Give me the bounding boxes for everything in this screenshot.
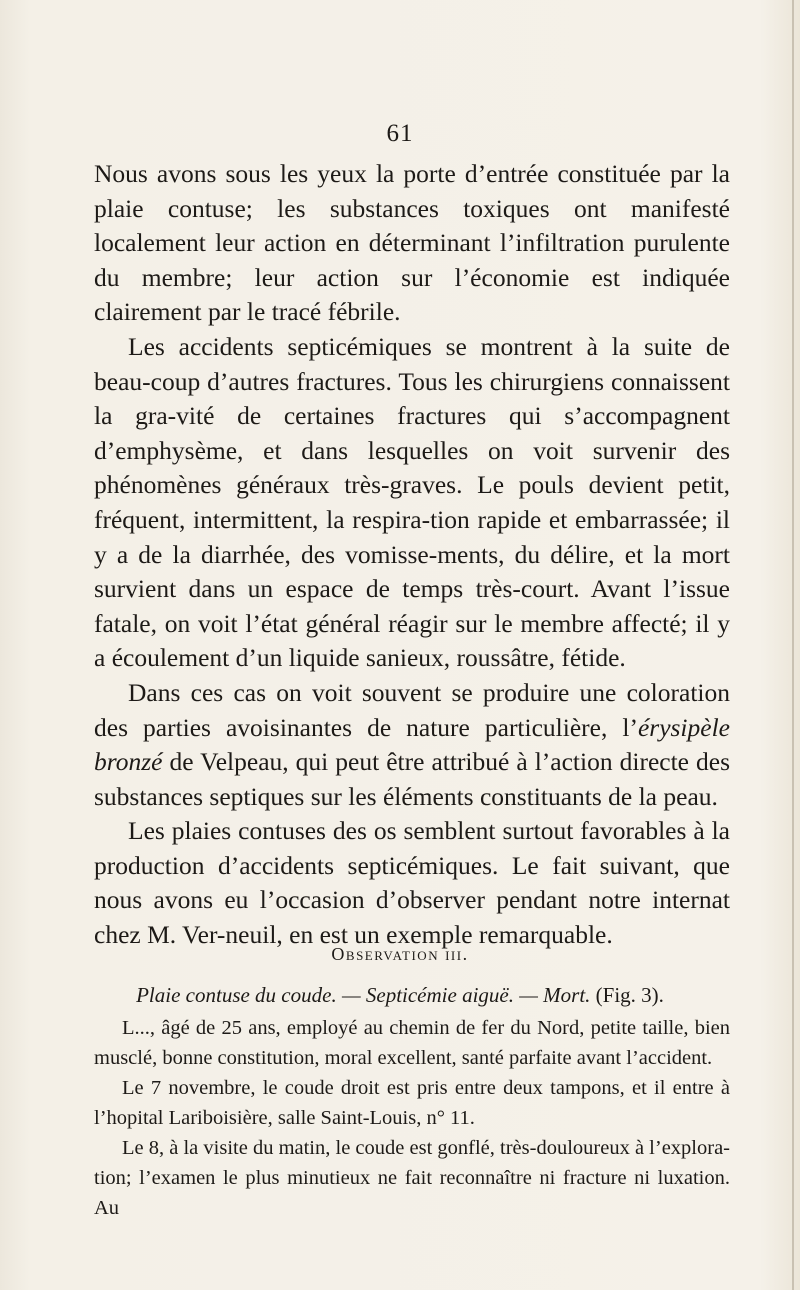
paragraph-2: Les accidents septicémiques se montrent à la suite de beau-coup d’autres fractures. Tous les chirurgiens connaissent la gra-vité de certaines fractures qui s’accompagnent d’emphysème, et dans lesquelles on voit survenir des phénomènes généraux très-graves. Le pouls devient petit, fréquent, intermittent, la respira-tion rapide et embarrassée; il y a de la diarrhée, des vomisse-ments, du délire, et la mort survient dans un espace de temps très-court. Avant l’issue fatale, on voit l’état général réagir sur le membre affecté; il y a écoulement d’un liquide sanieux, roussâtre, fétide. [94, 331, 730, 673]
paragraph-3 [94, 676, 730, 814]
paragraph-1: Nous avons sous les yeux la porte d’entrée constituée par la plaie contuse; les substances toxiques ont manifesté localement leur action en déterminant l’infiltration purulente du membre; leur action sur l’économie est indiquée clairement par le tracé fébrile. [94, 159, 730, 327]
observation-heading [0, 944, 800, 965]
observation-paragraph-3: Le 8, à la visite du matin, le coude est gonflé, très-douloureux à l’explora-tion; l’examen le plus minutieux ne fait reconnaître ni fracture ni luxation. Au [94, 1137, 730, 1219]
erysipele-bronze-term: érysipèle bronzé [94, 712, 730, 777]
observation-subtitle [0, 983, 800, 1008]
observation-paragraph-2: Le 7 novembre, le coude droit est pris entre deux tampons, et il entre à l’hopital Lariboisière, salle Saint-Louis, n° 11. [94, 1077, 730, 1129]
main-text [94, 157, 730, 953]
paragraph-3-start: Dans ces cas on voit souvent se produire une coloration des parties avoisinantes de nature particulière, l’ [94, 677, 730, 742]
page-number: 61 [386, 120, 414, 147]
paragraph-4: Les plaies contuses des os semblent surtout favorables à la production d’accidents septicémiques. Le fait suivant, que nous avons eu l’occasion d’observer pendant notre internat chez M. Ver-neuil, en est un exemple remarquable. [94, 816, 730, 950]
paragraph-3-end: de Velpeau, qui peut être attribué à l’action directe des substances septiques sur les éléments constituants de la peau. [94, 747, 730, 811]
observation-paragraph-1: L..., âgé de 25 ans, employé au chemin de fer du Nord, petite taille, bien musclé, bonne constitution, moral excellent, santé parfaite avant l’accident. [94, 1017, 730, 1069]
observation-figure-ref: (Fig. 3). [590, 983, 664, 1007]
observation-title: Observation iii. [331, 944, 469, 964]
page-edge [792, 0, 794, 1290]
observation-text [94, 1013, 730, 1223]
observation-subtitle-italic: Plaie contuse du coude. — Septicémie aiguë. — Mort. [136, 983, 591, 1007]
